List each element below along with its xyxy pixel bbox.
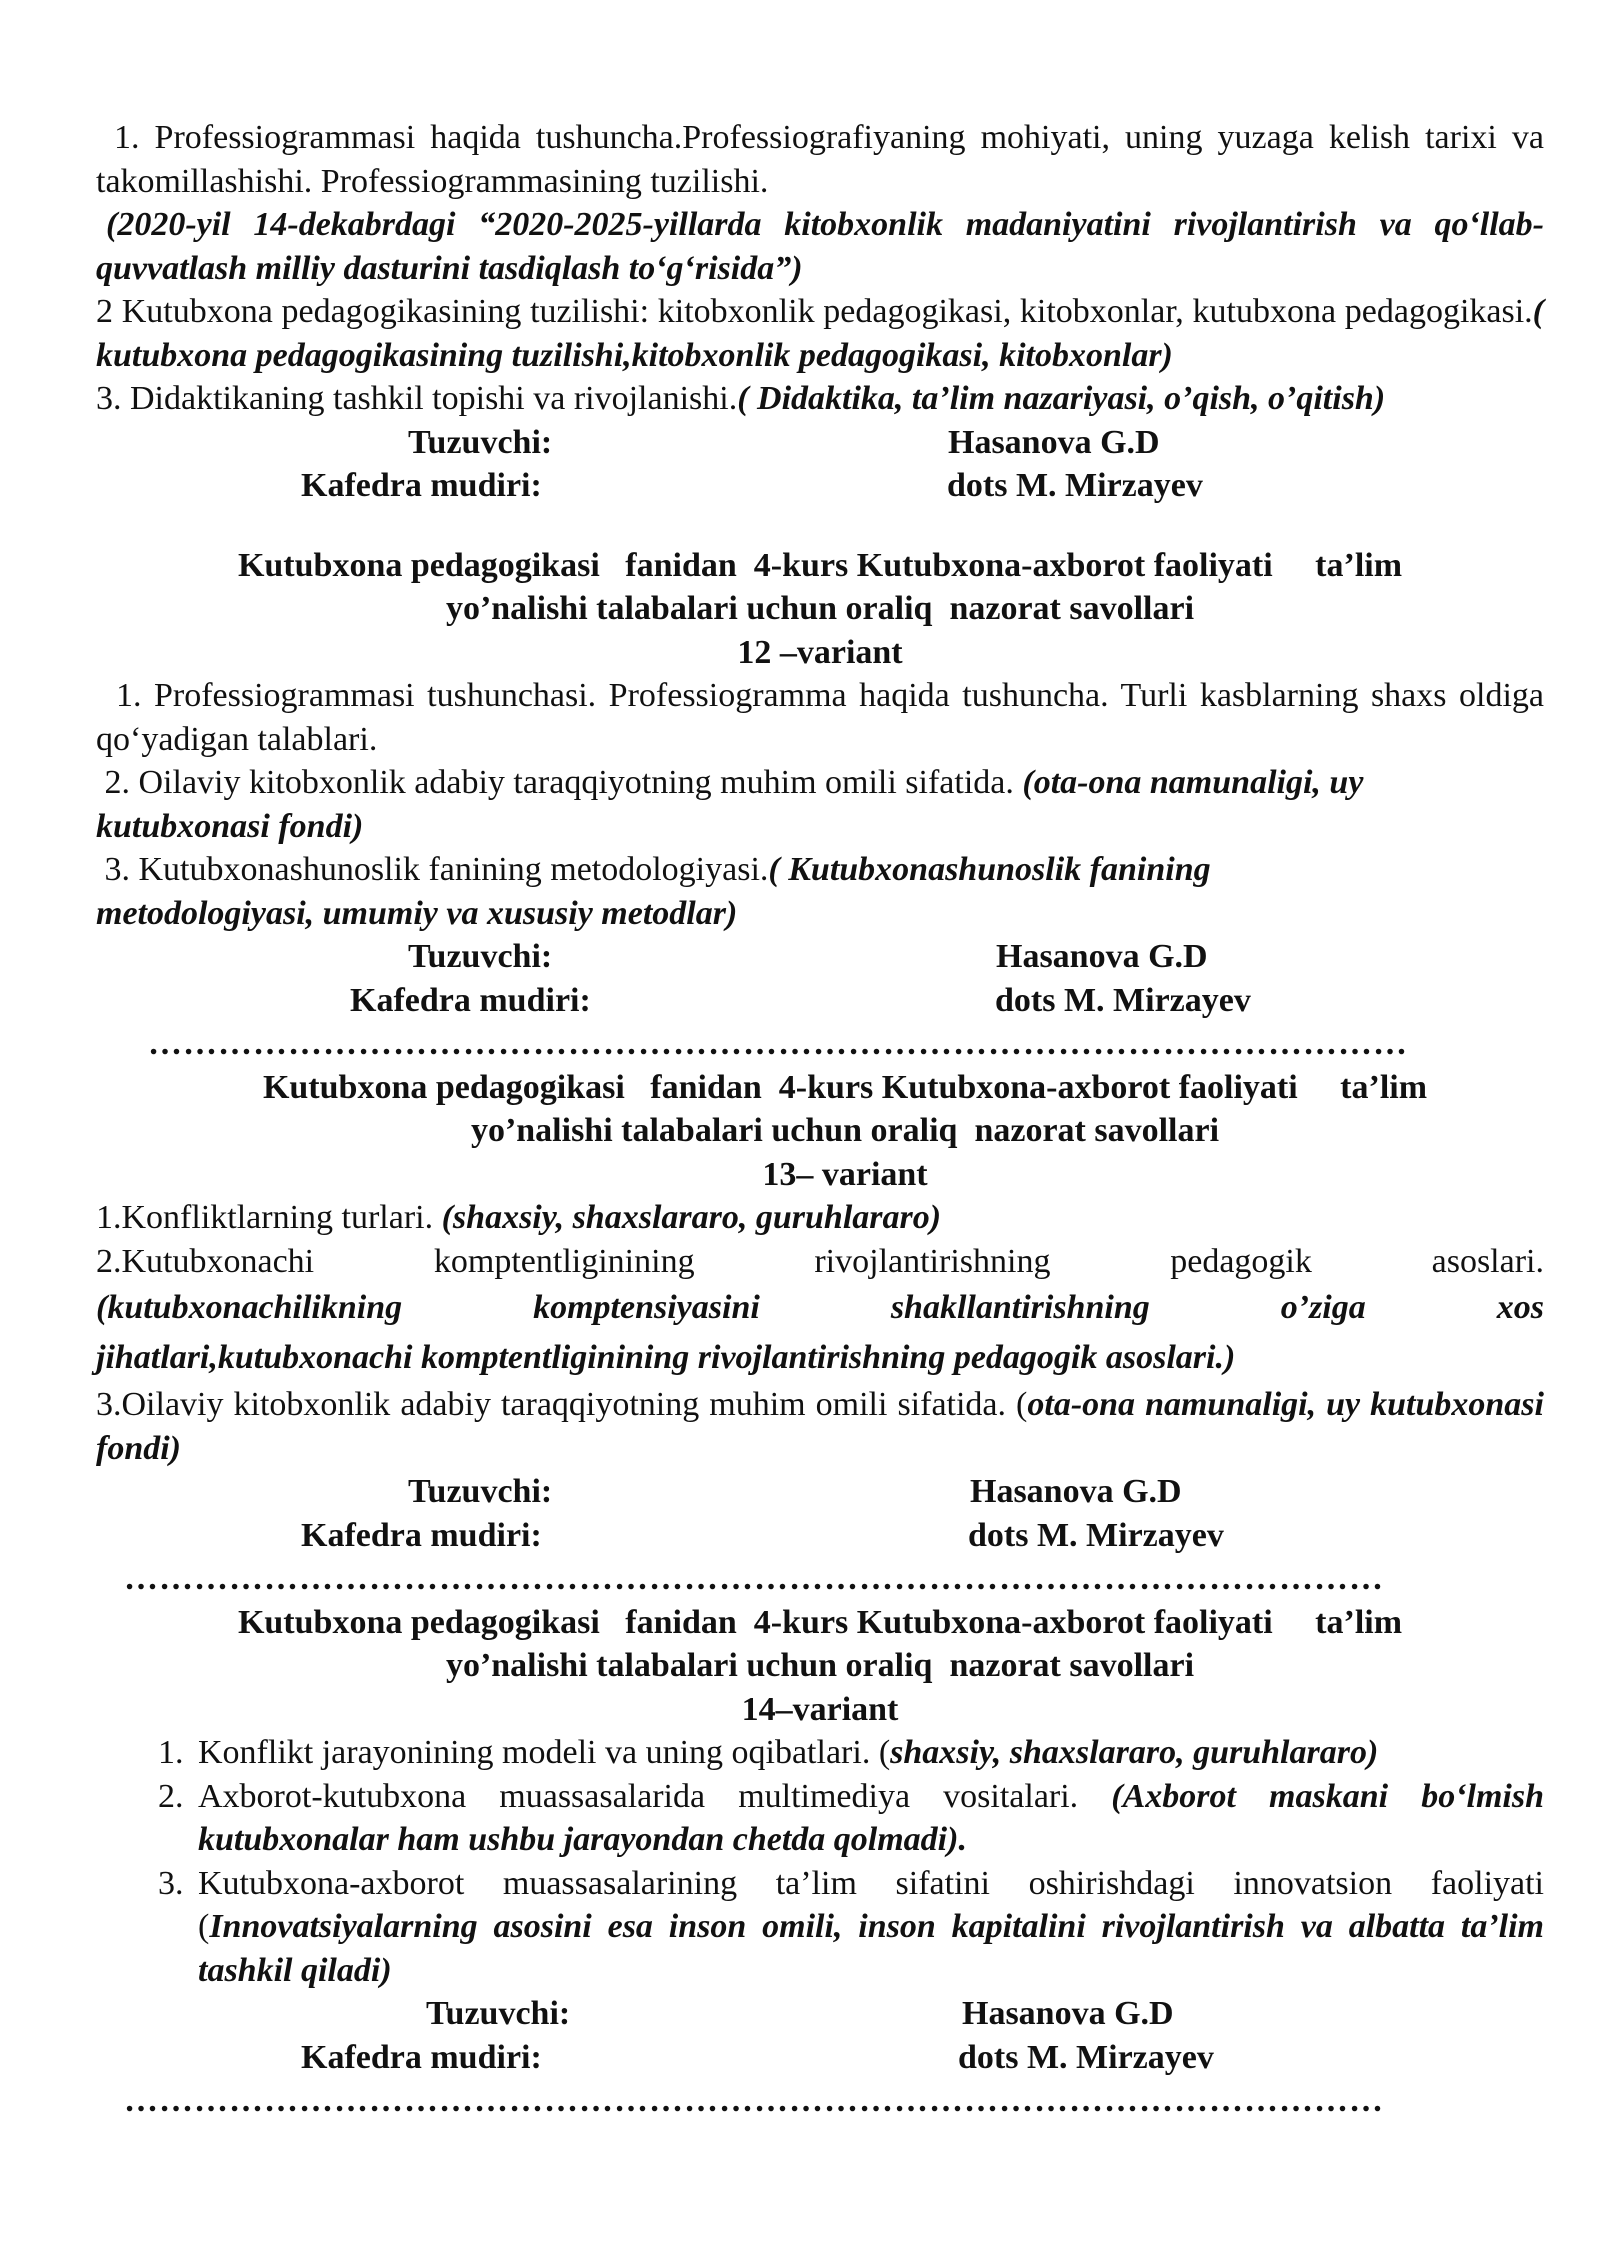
variant-12-label: 12 –variant <box>737 633 903 671</box>
question-3 <box>96 377 1544 421</box>
compiler-name: Hasanova G.D <box>948 423 1160 461</box>
note-text: ( Didaktika, ta’lim nazariyasi, o’qish, o’qitish) <box>737 380 1386 417</box>
head-label: Kafedra mudiri: <box>301 467 542 504</box>
v12-question-2 <box>96 761 1544 848</box>
question-text: 1.Konfliktlarning turlari. <box>96 1199 442 1236</box>
v13-question-1 <box>96 1196 1544 1240</box>
head-name: dots M. Mirzayev <box>958 2038 1214 2076</box>
head-label: Kafedra mudiri: <box>301 2038 542 2076</box>
note-text: Innovatsiyalarning asosini esa inson omili, inson kapitalini rivojlantirish va albatta ta’lim tashkil qiladi) <box>198 1908 1544 1989</box>
question-2 <box>96 290 1544 377</box>
signature-head <box>96 464 1544 508</box>
header-line-2: yo’nalishi talabalari uchun oraliq nazorat savollari <box>445 590 1195 627</box>
v14-question-list <box>96 1731 1544 1992</box>
compiler-label: Tuzuvchi: <box>408 1473 553 1510</box>
question-text: 1. Professiogrammasi haqida tushuncha.Professiografiyaning mohiyati, uning yuzaga kelish tarixi va takomillashishi. Professiogrammasining tuzilishi. <box>96 119 1544 200</box>
v14-question-3 <box>192 1862 1544 1993</box>
separator-dots: ……………………………………………………………………………………………… <box>124 2082 1384 2119</box>
head-label: Kafedra mudiri: <box>301 1516 542 1554</box>
question-text: Konflikt jarayonining modeli va uning oqibatlari. ( <box>198 1734 891 1771</box>
question-text: 2.Kutubxonachi komptentliginining rivojlantirishning pedagogik asoslari. <box>96 1242 1544 1280</box>
question-text: 3. Didaktikaning tashkil topishi va rivojlanishi. <box>96 380 738 417</box>
note-text: shaxsiy, shaxslararo, guruhlararo) <box>890 1734 1379 1771</box>
compiler-label: Tuzuvchi: <box>408 423 553 461</box>
compiler-label: Tuzuvchi: <box>426 1995 571 2032</box>
document-content <box>96 116 1544 2123</box>
note-text: (Axborot maskani bo‘lmish kutubxonalar ham ushbu jarayondan chetda qolmadi). <box>198 1777 1544 1858</box>
compiler-name: Hasanova G.D <box>970 1473 1182 1510</box>
note-text: (ota-ona namunaligi, uy kutubxonasi fondi) <box>96 764 1372 845</box>
signature-head <box>96 979 1544 1023</box>
question-text: 3.Oilaviy kitobxonlik adabiy taraqqiyotning muhim omili sifatida. ( <box>96 1386 1028 1423</box>
separator-dots: ……………………………………………………………………………………………… <box>124 1560 1384 1597</box>
note-text: (2020-yil 14-dekabrdagi “2020-2025-yillarda kitobxonlik madaniyatini rivojlantirish va qo‘llab-quvvatlash milliy dasturini tasdiqlash to‘g‘risida”) <box>96 206 1544 287</box>
signature-head <box>96 2036 1544 2080</box>
signature-compiler <box>96 421 1544 465</box>
compiler-name: Hasanova G.D <box>996 938 1208 975</box>
signature-compiler <box>96 1992 1544 2036</box>
variant-14-label: 14–variant <box>741 1690 899 1728</box>
note-text: (shaxsiy, shaxslararo, guruhlararo) <box>441 1199 942 1236</box>
header-line-2: yo’nalishi talabalari uchun oraliq nazorat savollari <box>445 1647 1195 1684</box>
signature-compiler <box>96 1470 1544 1514</box>
head-name: dots M. Mirzayev <box>947 467 1203 504</box>
v13-question-2-note-line-2: jihatlari,kutubxonachi komptentliginining rivojlantirishning pedagogik asoslari.) <box>96 1339 1236 1376</box>
question-1 <box>96 116 1544 203</box>
v13-question-2 <box>96 1240 1544 1284</box>
question-text: Axborot-kutubxona muassasalarida multimediya vositalari. <box>198 1777 1112 1815</box>
v12-question-1 <box>96 674 1544 761</box>
question-text: 3. Kutubxonashunoslik fanining metodologiyasi. <box>96 851 769 888</box>
header-line-1: Kutubxona pedagogikasi fanidan 4-kurs Kutubxona-axborot faoliyati ta’lim <box>262 1068 1428 1106</box>
variant-13-label: 13– variant <box>762 1155 928 1193</box>
v13-question-2-note-line-1: (kutubxonachilikning komptensiyasini shakllantirishning o’ziga xos <box>96 1289 1544 1326</box>
separator-dots: ……………………………………………………………………………………………… <box>148 1025 1408 1062</box>
note-text: ota-ona namunaligi, uy kutubxonasi fondi) <box>96 1386 1544 1467</box>
question-text: Kutubxona-axborot muassasalarining ta’lim sifatini oshirishdagi innovatsion faoliyati ( <box>198 1864 1544 1945</box>
header-line-2: yo’nalishi talabalari uchun oraliq nazorat savollari <box>470 1112 1220 1149</box>
signature-head <box>96 1514 1544 1558</box>
v12-question-3 <box>96 848 1544 935</box>
head-name: dots M. Mirzayev <box>968 1516 1224 1554</box>
question-note <box>96 203 1544 290</box>
header-line-1: Kutubxona pedagogikasi fanidan 4-kurs Kutubxona-axborot faoliyati ta’lim <box>237 546 1403 584</box>
v14-question-1 <box>192 1731 1544 1775</box>
compiler-label: Tuzuvchi: <box>408 938 553 975</box>
compiler-name: Hasanova G.D <box>962 1995 1174 2032</box>
v14-question-2 <box>192 1775 1544 1862</box>
question-text: 1. Professiogrammasi tushunchasi. Professiogramma haqida tushuncha. Turli kasblarning shaxs oldiga qo‘yadigan talablari. <box>96 677 1544 758</box>
v13-question-3 <box>96 1383 1544 1470</box>
head-name: dots M. Mirzayev <box>995 981 1251 1019</box>
note-text: ( kutubxona pedagogikasining tuzilishi,kitobxonlik pedagogikasi, kitobxonlar) <box>96 293 1544 374</box>
signature-compiler <box>96 935 1544 979</box>
head-label: Kafedra mudiri: <box>350 981 591 1019</box>
question-text: 2 Kutubxona pedagogikasining tuzilishi: kitobxonlik pedagogikasi, kitobxonlar, kutubxona pedagogikasi. <box>96 293 1533 330</box>
header-line-1: Kutubxona pedagogikasi fanidan 4-kurs Kutubxona-axborot faoliyati ta’lim <box>237 1603 1403 1641</box>
question-text: 2. Oilaviy kitobxonlik adabiy taraqqiyotning muhim omili sifatida. <box>96 764 1023 801</box>
note-text: ( Kutubxonashunoslik fanining metodologiyasi, umumiy va xususiy metodlar) <box>96 851 1220 932</box>
